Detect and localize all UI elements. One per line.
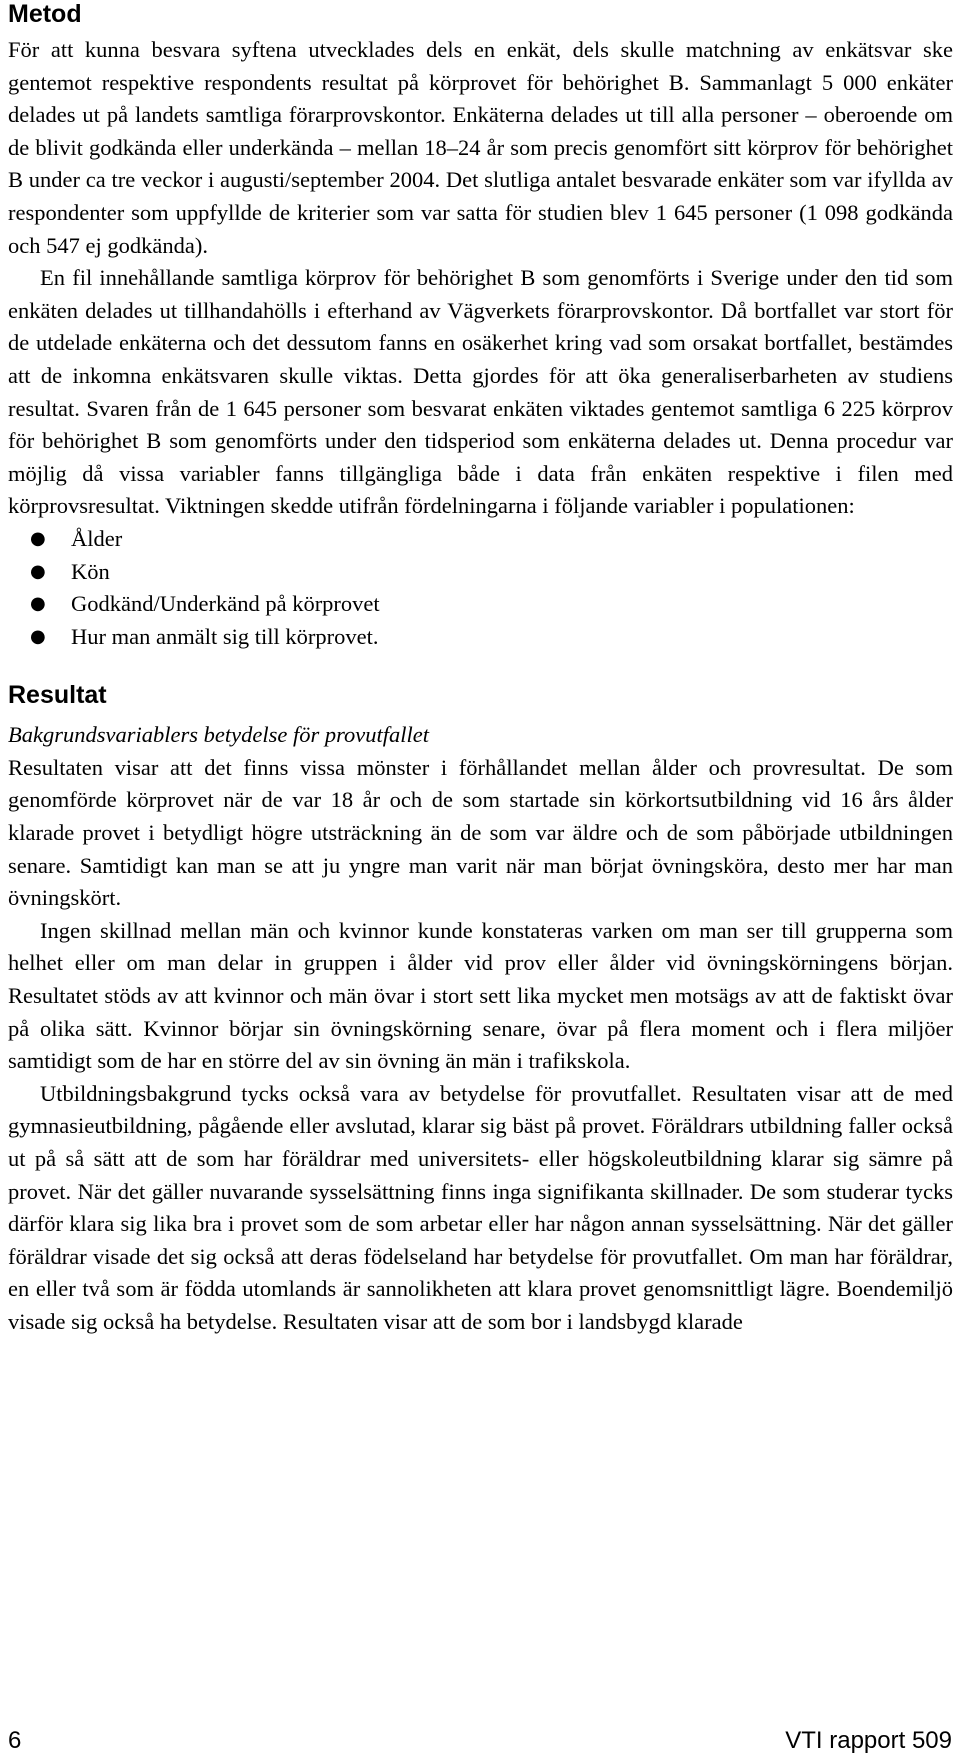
document-page [8, 0, 953, 1339]
list-item-text: Godkänd/Underkänd på körprovet [71, 591, 380, 617]
subsection-heading: Bakgrundsvariablers betydelse för provutfallet [8, 722, 429, 748]
section-heading-metod: Metod [8, 0, 82, 28]
bullet-icon: ● [30, 527, 46, 549]
list-item [8, 556, 953, 589]
paragraph: För att kunna besvara syftena utvecklades dels en enkät, dels skulle matchning av enkätsvar ske gentemot respektive respondents resultat på körprovet för behörighet B. Sammanlagt 5 000 enkäter delades ut på landets samtliga förarprovskontor. Enkäterna delades ut till alla personer – oberoende om de blivit godkända eller underkända – mellan 18–24 år som precis genomfört sitt körprov för behörighet B under ca tre veckor i augusti/september 2004. Det slutliga antalet besvarade enkäter som var ifyllda av respondenter som uppfyllde de kriterier som var satta för studien blev 1 645 personer (1 098 godkända och 547 ej godkända). [8, 37, 953, 258]
bullet-icon: ● [30, 593, 46, 615]
variable-list [8, 523, 953, 653]
list-item-text: Kön [71, 558, 110, 584]
report-label: VTI rapport 509 [785, 1727, 952, 1754]
paragraph: En fil innehållande samtliga körprov för behörighet B som genomförts i Sverige under den tid som enkäten delades ut tillhandahölls i efterhand av Vägverkets förarprovskontor. Då bortfallet var stort för de utdelade enkäterna och det dessutom fanns en osäkerhet kring vad som orsakat bortfallet, bestämdes att de inkomna enkätsvaren skulle viktas. Detta gjordes för att öka generaliserbarheten av studiens resultat. Svaren från de 1 645 personer som besvarat enkäten viktades gentemot samtliga 6 225 körprov för behörighet B som genomförts under den tidsperiod som enkäterna delades ut. Denna procedur var möjlig då vissa variabler fanns tillgängliga både i data från enkäten respektive i filen med körprovsresultat. Viktningen skedde utifrån fördelningarna i följande variabler i populationen: [8, 265, 953, 519]
paragraph: Ingen skillnad mellan män och kvinnor kunde konstateras varken om man ser till grupperna som helhet eller om man delar in gruppen i ålder vid prov eller ålder vid övningskörningens början. Resultatet stöds av att kvinnor och män övar i stort sett lika mycket men motsägs av att de faktiskt övar på olika sätt. Kvinnor börjar sin övningskörning senare, övar på flera moment och i flera miljöer samtidigt som de har en större del av sin övning än män i trafikskola. [8, 917, 953, 1074]
page-number: 6 [8, 1727, 22, 1754]
list-item [8, 621, 953, 654]
bullet-icon: ● [30, 560, 46, 582]
list-item-text: Hur man anmält sig till körprovet. [71, 623, 379, 649]
list-item [8, 588, 953, 621]
list-item [8, 523, 953, 556]
bullet-icon: ● [30, 625, 46, 647]
section-heading-resultat: Resultat [8, 681, 107, 710]
paragraph: Resultaten visar att det finns vissa mönster i förhållandet mellan ålder och provresultat. De som genomförde körprovet när de var 18 år och de som startade sin körkortsutbildning vid 16 års ålder klarade provet i betydligt högre utsträckning än de som var äldre och de som påbörjade utbildningen senare. Samtidigt kan man se att ju yngre man varit när man börjat övningsköra, desto mer har man övningskört. [8, 754, 953, 911]
paragraph: Utbildningsbakgrund tycks också vara av betydelse för provutfallet. Resultaten visar att de med gymnasieutbildning, pågående eller avslutad, klarar sig bäst på provet. Föräldrars utbildning faller också ut på så sätt att de som har föräldrar med universitets- eller högskoleutbildning klarar sig sämre på provet. När det gäller nuvarande sysselsättning finns inga signifikanta skillnader. De som studerar tycks därför klara sig lika bra i provet som de som arbetar eller har någon annan sysselsättning. När det gäller föräldrar visade det sig också att deras födelseland har betydelse för provutfallet. Om man har föräldrar, en eller två som är födda utomlands är sannolikheten att klara provet genomsnittligt lägre. Boendemiljö visade sig också ha betydelse. Resultaten visar att de som bor i landsbygd klarade [8, 1080, 953, 1334]
list-item-text: Ålder [71, 525, 123, 551]
